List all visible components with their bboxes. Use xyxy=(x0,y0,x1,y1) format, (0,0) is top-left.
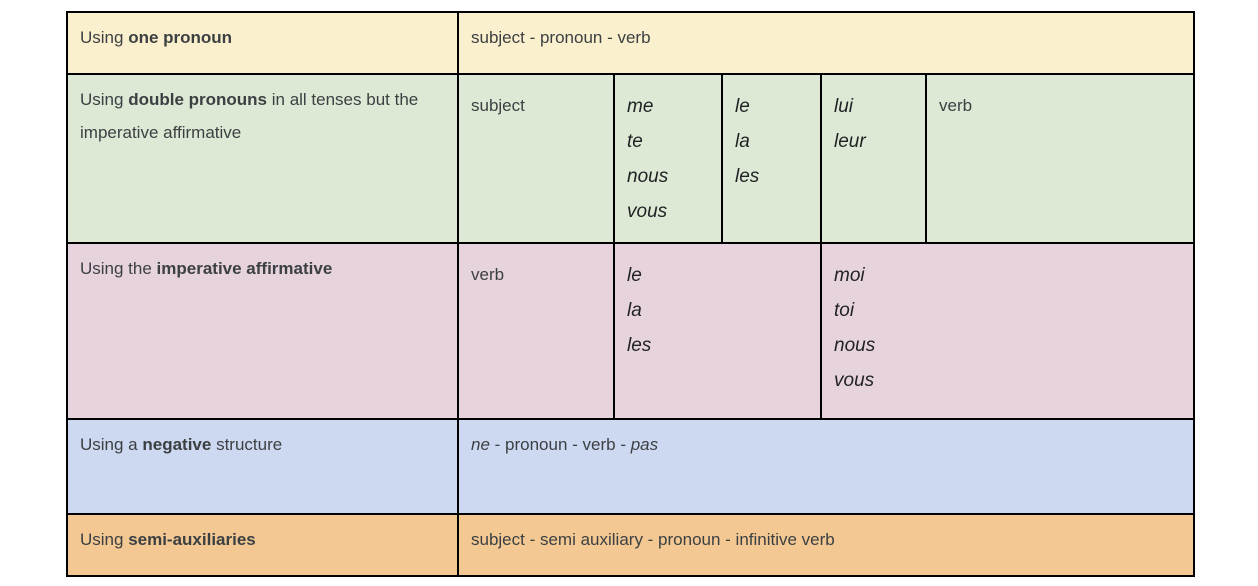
label-cell-double-pronouns xyxy=(68,75,457,242)
pronoun-line: la xyxy=(627,300,642,321)
label-text-bold: double pronouns xyxy=(128,90,268,109)
pronoun-line: moi xyxy=(834,265,865,286)
label-cell-negative-structure xyxy=(68,420,457,513)
rule-label xyxy=(80,428,445,461)
label-text-pre: Using a xyxy=(80,435,143,454)
verb-text: verb xyxy=(471,265,505,284)
label-text-bold: semi-auxiliaries xyxy=(128,530,256,549)
pronoun-line: nous xyxy=(627,166,669,187)
label-text-post: in all tenses but the imperative affirmative xyxy=(80,90,419,142)
formula-cell-one-pronoun xyxy=(457,13,1193,73)
label-cell-imperative-affirmative xyxy=(68,244,457,418)
label-cell-semi-auxiliaries xyxy=(68,515,457,575)
row-semi-auxiliaries xyxy=(68,513,1193,575)
label-text-pre: Using the xyxy=(80,259,157,278)
rule-label xyxy=(80,252,445,285)
cell-verb xyxy=(457,244,613,418)
pronoun-line: toi xyxy=(834,300,855,321)
formula-mid: - pronoun - verb - xyxy=(489,435,631,454)
pronoun-line: les xyxy=(627,335,652,356)
verb-text: verb xyxy=(939,96,973,115)
rule-label xyxy=(80,21,445,54)
row-negative-structure xyxy=(68,418,1193,513)
pronoun-line: lui xyxy=(834,96,854,117)
label-text-pre: Using xyxy=(80,530,129,549)
formula-cell-negative xyxy=(457,420,1193,513)
label-text-bold: one pronoun xyxy=(128,28,233,47)
formula-cell-semi-auxiliaries xyxy=(457,515,1193,575)
pronoun-line: le xyxy=(627,265,642,286)
row-one-pronoun xyxy=(68,13,1193,73)
cell-pronoun-group-moi-toi-nous-vous xyxy=(820,244,1193,418)
pronoun-line: me xyxy=(627,96,654,117)
cell-subject xyxy=(457,75,613,242)
formula-text: subject - pronoun - verb xyxy=(471,28,651,47)
formula-text xyxy=(471,428,1181,461)
label-text-post: structure xyxy=(211,435,283,454)
label-text-pre: Using xyxy=(80,28,129,47)
pronoun-line: le xyxy=(735,96,750,117)
pronoun-line: les xyxy=(735,166,760,187)
label-text-pre: Using xyxy=(80,90,129,109)
cell-pronoun-group-le-la-les xyxy=(721,75,820,242)
pronoun-line: nous xyxy=(834,335,876,356)
pronoun-line: te xyxy=(627,131,643,152)
formula-text: subject - semi auxiliary - pronoun - infinitive verb xyxy=(471,530,835,549)
label-text-bold: imperative affirmative xyxy=(156,259,333,278)
pronoun-line: la xyxy=(735,131,750,152)
subject-text: subject xyxy=(471,96,525,115)
label-cell-one-pronoun xyxy=(68,13,457,73)
row-imperative-affirmative xyxy=(68,242,1193,418)
pronoun-line: vous xyxy=(834,370,875,391)
cell-verb xyxy=(925,75,1193,242)
pronoun-line: leur xyxy=(834,131,866,152)
rule-label xyxy=(80,523,445,556)
label-text-bold: negative xyxy=(142,435,212,454)
formula-pas: pas xyxy=(630,435,659,454)
cell-pronoun-group-le-la-les xyxy=(613,244,820,418)
cell-pronoun-group-me-te-nous-vous xyxy=(613,75,721,242)
cell-pronoun-group-lui-leur xyxy=(820,75,925,242)
pronoun-line: vous xyxy=(627,201,668,222)
row-double-pronouns xyxy=(68,73,1193,242)
rule-label xyxy=(80,83,445,149)
formula-ne: ne xyxy=(471,435,490,454)
pronoun-placement-table xyxy=(66,11,1195,577)
